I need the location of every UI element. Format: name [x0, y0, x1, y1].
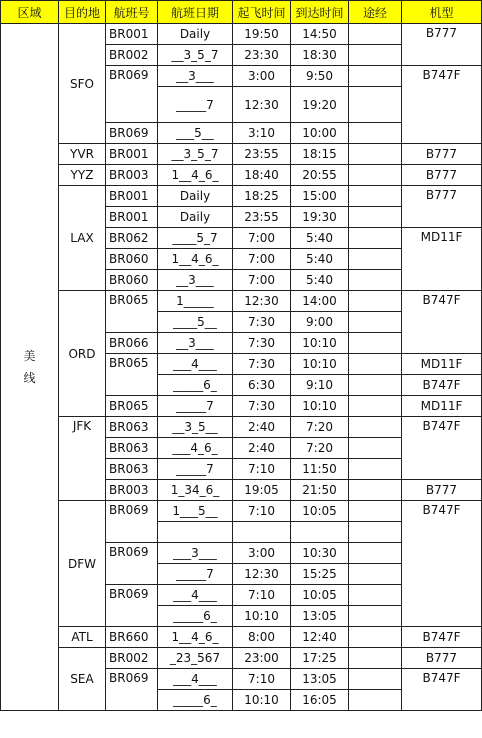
arrival-cell [291, 522, 349, 543]
arrival-cell: 10:10 [291, 333, 349, 354]
departure-cell: 7:30 [233, 396, 291, 417]
aircraft-cell: B747F [402, 627, 482, 648]
flight-number-cell: BR002 [106, 648, 158, 669]
via-cell [349, 585, 402, 606]
flight-days-cell: 1__4_6_ [158, 627, 233, 648]
departure-cell: 7:30 [233, 312, 291, 333]
arrival-cell: 7:20 [291, 417, 349, 438]
flight-days-cell: _____7 [158, 87, 233, 123]
via-cell [349, 648, 402, 669]
departure-cell: 7:30 [233, 333, 291, 354]
arrival-cell: 19:30 [291, 207, 349, 228]
header-destination: 目的地 [59, 1, 106, 24]
table-row [1, 417, 482, 438]
arrival-cell: 18:30 [291, 45, 349, 66]
departure-cell: 10:10 [233, 606, 291, 627]
flight-days-cell: 1___5__ [158, 501, 233, 522]
flight-days-cell: _____6_ [158, 606, 233, 627]
departure-cell: 19:50 [233, 24, 291, 45]
departure-cell: 7:00 [233, 270, 291, 291]
arrival-cell: 5:40 [291, 249, 349, 270]
arrival-cell: 10:00 [291, 123, 349, 144]
via-cell [349, 270, 402, 291]
flight-days-cell: __3___ [158, 66, 233, 87]
arrival-cell: 5:40 [291, 228, 349, 249]
flight-days-cell: _23_567 [158, 648, 233, 669]
flight-days-cell: ____5_7 [158, 228, 233, 249]
flight-days-cell: __3___ [158, 270, 233, 291]
header-flight-days: 航班日期 [158, 1, 233, 24]
flight-number-cell: BR062 [106, 228, 158, 249]
header-departure-time: 起飞时间 [233, 1, 291, 24]
via-cell [349, 207, 402, 228]
flight-days-cell: Daily [158, 186, 233, 207]
via-cell [349, 501, 402, 522]
departure-cell: 12:30 [233, 291, 291, 312]
via-cell [349, 333, 402, 354]
departure-cell: 12:30 [233, 87, 291, 123]
via-cell [349, 690, 402, 711]
arrival-cell: 19:20 [291, 87, 349, 123]
flight-number-cell: BR660 [106, 627, 158, 648]
flight-number-cell: BR003 [106, 480, 158, 501]
departure-cell: 8:00 [233, 627, 291, 648]
flight-number-cell: BR069 [106, 123, 158, 144]
aircraft-cell: B747F [402, 669, 482, 711]
arrival-cell: 7:20 [291, 438, 349, 459]
via-cell [349, 66, 402, 87]
arrival-cell: 5:40 [291, 270, 349, 291]
arrival-cell: 9:00 [291, 312, 349, 333]
header-arrival-time: 到达时间 [291, 1, 349, 24]
departure-cell: 3:10 [233, 123, 291, 144]
table-row [1, 24, 482, 45]
departure-cell: 6:30 [233, 375, 291, 396]
flight-number-cell: BR003 [106, 165, 158, 186]
flight-number-cell: BR060 [106, 249, 158, 270]
table-row [1, 186, 482, 207]
flight-days-cell: ___4_6_ [158, 438, 233, 459]
flight-number-cell: BR063 [106, 438, 158, 459]
arrival-cell: 9:10 [291, 375, 349, 396]
arrival-cell: 12:40 [291, 627, 349, 648]
arrival-cell: 14:50 [291, 24, 349, 45]
flight-days-cell [158, 522, 233, 543]
aircraft-cell: B777 [402, 165, 482, 186]
destination-cell-ord: ORD [59, 291, 106, 417]
via-cell [349, 459, 402, 480]
arrival-cell: 10:10 [291, 354, 349, 375]
aircraft-cell: B747F [402, 375, 482, 396]
region-cell [1, 24, 59, 711]
flight-number-cell: BR065 [106, 354, 158, 396]
flight-days-cell: 1_34_6_ [158, 480, 233, 501]
departure-cell: 7:10 [233, 459, 291, 480]
flight-days-cell: ___4___ [158, 669, 233, 690]
flight-days-cell: _____6_ [158, 690, 233, 711]
departure-cell: 23:30 [233, 45, 291, 66]
table-row [1, 627, 482, 648]
via-cell [349, 480, 402, 501]
destination-cell-sea: SEA [59, 648, 106, 711]
departure-cell: 2:40 [233, 417, 291, 438]
aircraft-cell: B747F [402, 66, 482, 144]
destination-cell-jfk: JFK [59, 417, 106, 501]
departure-cell: 7:10 [233, 669, 291, 690]
flight-days-cell: __3_5_7 [158, 45, 233, 66]
arrival-cell: 9:50 [291, 66, 349, 87]
via-cell [349, 669, 402, 690]
flight-days-cell: ___4___ [158, 354, 233, 375]
via-cell [349, 396, 402, 417]
via-cell [349, 228, 402, 249]
aircraft-cell: B777 [402, 186, 482, 228]
aircraft-cell: B777 [402, 24, 482, 66]
via-cell [349, 165, 402, 186]
flight-days-cell: __3_5_7 [158, 144, 233, 165]
arrival-cell: 13:05 [291, 669, 349, 690]
flight-number-cell: BR065 [106, 396, 158, 417]
via-cell [349, 144, 402, 165]
aircraft-cell: MD11F [402, 396, 482, 417]
flight-days-cell: _____7 [158, 459, 233, 480]
departure-cell: 19:05 [233, 480, 291, 501]
departure-cell: 10:10 [233, 690, 291, 711]
via-cell [349, 627, 402, 648]
departure-cell: 23:55 [233, 144, 291, 165]
header-flight-number: 航班号 [106, 1, 158, 24]
destination-cell-yyz: YYZ [59, 165, 106, 186]
destination-cell-yvr: YVR [59, 144, 106, 165]
flight-days-cell: 1_____ [158, 291, 233, 312]
table-row [1, 144, 482, 165]
flight-number-cell: BR069 [106, 543, 158, 585]
arrival-cell: 10:05 [291, 501, 349, 522]
table-row [1, 165, 482, 186]
departure-cell: 18:25 [233, 186, 291, 207]
flight-days-cell: ____5__ [158, 312, 233, 333]
flight-number-cell: BR001 [106, 186, 158, 207]
flight-days-cell: ___3___ [158, 543, 233, 564]
departure-cell: 7:10 [233, 501, 291, 522]
arrival-cell: 10:05 [291, 585, 349, 606]
via-cell [349, 45, 402, 66]
arrival-cell: 11:50 [291, 459, 349, 480]
region-label-2: 线 [23, 371, 36, 385]
flight-days-cell: ___4___ [158, 585, 233, 606]
via-cell [349, 543, 402, 564]
arrival-cell: 20:55 [291, 165, 349, 186]
table-row [1, 291, 482, 312]
flight-number-cell: BR069 [106, 585, 158, 627]
flight-days-cell: 1__4_6_ [158, 165, 233, 186]
flight-days-cell: __3_5__ [158, 417, 233, 438]
flight-number-cell: BR069 [106, 501, 158, 543]
flight-days-cell: ___5__ [158, 123, 233, 144]
flight-number-cell: BR001 [106, 24, 158, 45]
arrival-cell: 21:50 [291, 480, 349, 501]
via-cell [349, 312, 402, 333]
departure-cell: 7:30 [233, 354, 291, 375]
destination-cell-lax: LAX [59, 186, 106, 291]
via-cell [349, 417, 402, 438]
flight-days-cell: 1__4_6_ [158, 249, 233, 270]
via-cell [349, 24, 402, 45]
departure-cell [233, 522, 291, 543]
via-cell [349, 375, 402, 396]
aircraft-cell: B747F [402, 501, 482, 627]
flight-days-cell: _____7 [158, 564, 233, 585]
departure-cell: 2:40 [233, 438, 291, 459]
aircraft-cell: MD11F [402, 354, 482, 375]
via-cell [349, 564, 402, 585]
departure-cell: 18:40 [233, 165, 291, 186]
flight-number-cell: BR069 [106, 66, 158, 123]
via-cell [349, 123, 402, 144]
flight-number-cell: BR001 [106, 207, 158, 228]
flight-days-cell: Daily [158, 24, 233, 45]
flight-number-cell: BR001 [106, 144, 158, 165]
aircraft-cell: B747F [402, 417, 482, 480]
aircraft-cell: B777 [402, 480, 482, 501]
table-row [1, 501, 482, 522]
arrival-cell: 10:10 [291, 396, 349, 417]
flight-days-cell: __3___ [158, 333, 233, 354]
arrival-cell: 13:05 [291, 606, 349, 627]
flight-days-cell: _____7 [158, 396, 233, 417]
flight-number-cell: BR069 [106, 669, 158, 711]
header-via: 途经 [349, 1, 402, 24]
destination-cell-dfw: DFW [59, 501, 106, 627]
arrival-cell: 18:15 [291, 144, 349, 165]
region-label-1: 美 [23, 349, 36, 363]
arrival-cell: 15:25 [291, 564, 349, 585]
flight-number-cell: BR065 [106, 291, 158, 333]
aircraft-cell: B777 [402, 144, 482, 165]
aircraft-cell: B747F [402, 291, 482, 354]
departure-cell: 23:55 [233, 207, 291, 228]
flight-number-cell: BR063 [106, 417, 158, 438]
via-cell [349, 186, 402, 207]
via-cell [349, 291, 402, 312]
destination-cell-atl: ATL [59, 627, 106, 648]
via-cell [349, 438, 402, 459]
arrival-cell: 10:30 [291, 543, 349, 564]
flight-number-cell: BR002 [106, 45, 158, 66]
via-cell [349, 606, 402, 627]
header-aircraft: 机型 [402, 1, 482, 24]
header-region: 区域 [1, 1, 59, 24]
flight-number-cell: BR060 [106, 270, 158, 291]
departure-cell: 7:00 [233, 249, 291, 270]
flight-number-cell: BR063 [106, 459, 158, 480]
arrival-cell: 14:00 [291, 291, 349, 312]
departure-cell: 3:00 [233, 543, 291, 564]
departure-cell: 3:00 [233, 66, 291, 87]
arrival-cell: 15:00 [291, 186, 349, 207]
arrival-cell: 17:25 [291, 648, 349, 669]
flight-days-cell: _____6_ [158, 375, 233, 396]
departure-cell: 7:00 [233, 228, 291, 249]
departure-cell: 7:10 [233, 585, 291, 606]
aircraft-cell: B777 [402, 648, 482, 669]
departure-cell: 23:00 [233, 648, 291, 669]
flight-days-cell: Daily [158, 207, 233, 228]
via-cell [349, 354, 402, 375]
aircraft-cell: MD11F [402, 228, 482, 291]
table-row [1, 648, 482, 669]
flight-number-cell: BR066 [106, 333, 158, 354]
departure-cell: 12:30 [233, 564, 291, 585]
via-cell [349, 87, 402, 123]
arrival-cell: 16:05 [291, 690, 349, 711]
destination-cell-sfo: SFO [59, 24, 106, 144]
via-cell [349, 522, 402, 543]
header-row [1, 1, 482, 24]
via-cell [349, 249, 402, 270]
